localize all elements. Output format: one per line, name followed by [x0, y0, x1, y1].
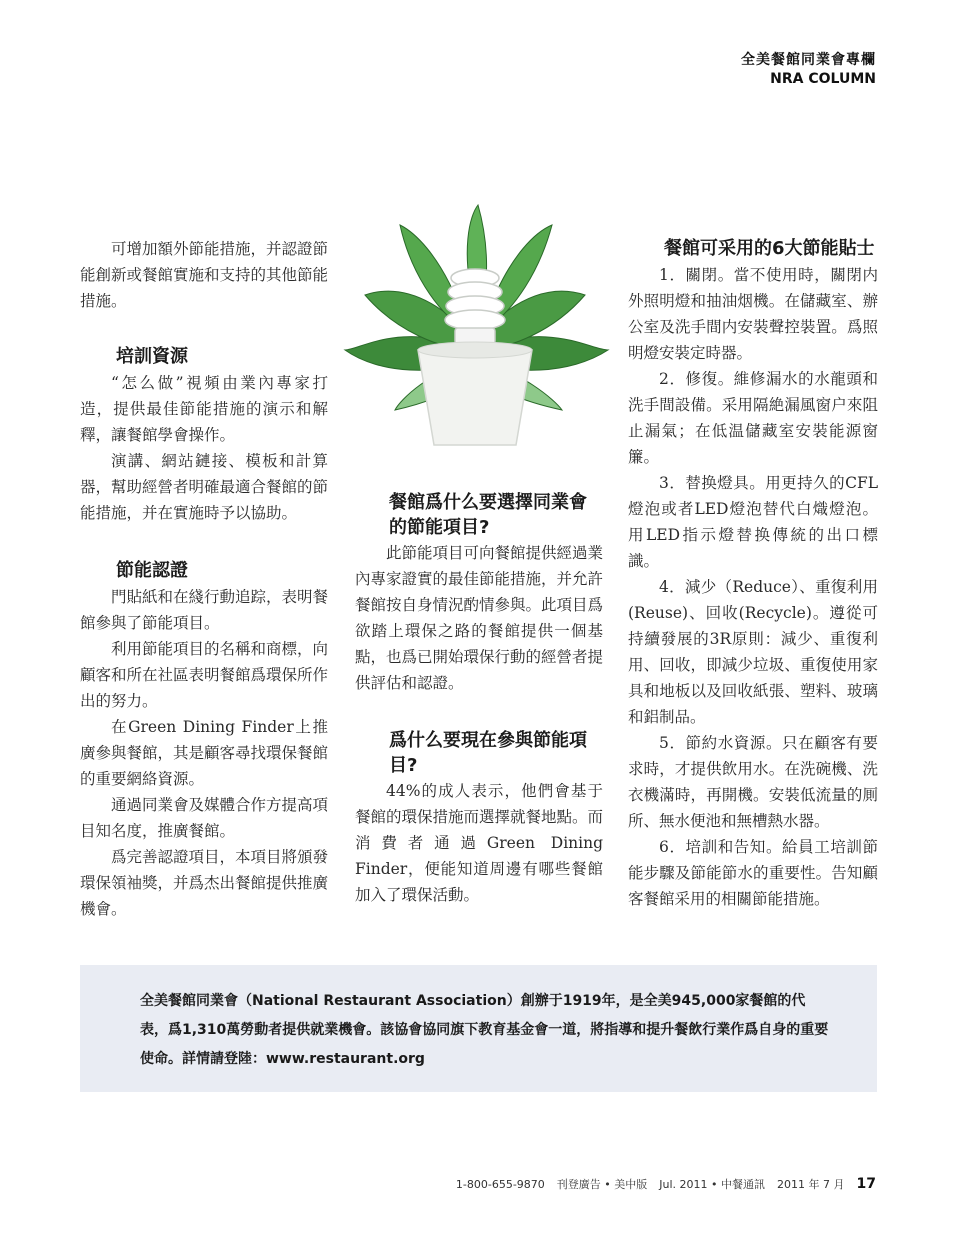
heading-why-choose: 餐館爲什么要選擇同業會的節能項目?: [389, 492, 587, 538]
page-number: 17: [856, 1176, 876, 1192]
column-title-en: NRA COLUMN: [770, 71, 876, 87]
association-info-text: 全美餐館同業會（National Restaurant Association）創辦于1919年，是全美945,000家餐館的代表，爲1,310萬勞動者提供就業機會。該協會協同旗下教育基金會一道，將指導和提升餐飲行業作爲自身的重要使命。詳情請登陸：www.restaurant.org: [140, 993, 829, 1067]
paragraph: 可增加額外節能措施，并認證節能創新或餐館實施和支持的其他節能措施。: [80, 240, 329, 310]
paragraph: 演講、網站鏈接、模板和計算器，幫助經營者明確最適合餐館的節能措施，并在實施時予以協助。: [80, 452, 329, 522]
paragraph: 門貼紙和在綫行動追踪，表明餐館參與了節能項目。: [80, 588, 329, 632]
paragraph: 利用節能項目的名稱和商標，向顧客和所在社區表明餐館爲環保所作出的努力。: [80, 640, 329, 710]
tip-2: 2．修復。維修漏水的水龍頭和洗手間設備。采用隔絶漏風窗户來阻止漏氣；在低温儲藏室安裝能源窗簾。: [628, 370, 878, 466]
issue-date-en: Jul. 2011 • 中餐通訊: [659, 1178, 766, 1191]
paragraph: 44%的成人表示，他們會基于餐館的環保措施而選擇就餐地點。而消費者通過Green Dining Finder，便能知道周邊有哪些餐館加入了環保活動。: [355, 782, 604, 904]
pot: [418, 350, 532, 445]
column-1: [80, 236, 328, 922]
paragraph: “怎么做”視頻由業內專家打造，提供最佳節能措施的演示和解釋，讓餐館學會操作。: [80, 374, 328, 444]
paragraph: 通過同業會及媒體合作方提高項目知名度，推廣餐館。: [80, 796, 329, 840]
heading-training: 培訓資源: [116, 346, 188, 367]
paragraph: 在Green Dining Finder上推廣參與餐館，其是顧客尋找環保餐館的重要網絡資源。: [80, 718, 329, 788]
heading-why-now: 爲什么要現在參與節能項目?: [389, 730, 587, 776]
heading-certification: 節能認證: [116, 560, 188, 581]
association-info-box: [80, 965, 877, 1092]
ad-label: 刊登廣告 • 美中版: [556, 1178, 648, 1191]
issue-date-zh: 2011 年 7 月: [777, 1178, 845, 1191]
paragraph: 此節能項目可向餐館提供經過業內專家證實的最佳節能措施，并允許餐館按自身情況酌情參與。此項目爲欲踏上環保之路的餐館提供一個基點，也爲已開始環保行動的經營者提供評估和認證。: [355, 544, 604, 692]
tip-6: 6．培訓和告知。給員工培訓節能步驟及節能節水的重要性。告知顧客餐館采用的相關節能措施。: [628, 838, 878, 908]
tip-3: 3．替换燈具。用更持久的CFL燈泡或者LED燈泡替代白熾燈泡。用LED指示燈替换傳統的出口標識。: [628, 474, 878, 570]
column-3: [628, 236, 878, 912]
page-footer: [456, 1176, 876, 1192]
tip-4: 4．減少（Reduce）、重復利用(Reuse)、回收(Recycle)。遵從可持續發展的3R原則：減少、重復利用、回收，即減少垃圾、重復使用家具和地板以及回收紙張、塑料、玻璃和鋁制品。: [628, 578, 878, 726]
column-title-zh: 全美餐館同業會專欄: [741, 52, 876, 68]
phone-number: 1-800-655-9870: [455, 1178, 545, 1191]
heading-six-tips: 餐館可采用的6大節能貼士: [664, 238, 875, 259]
cfl-bulb-plant-illustration: [340, 200, 610, 450]
column-2: [355, 490, 603, 908]
tip-5: 5．節約水資源。只在顧客有要求時，才提供飲用水。在洗碗機、洗衣機滿時，再開機。安裝低流量的厠所、無水便池和無槽熱水器。: [628, 734, 878, 830]
column-header: [741, 50, 876, 88]
tip-1: 1．關閉。當不使用時，關閉内外照明燈和抽油烟機。在儲藏室、辦公室及洗手間内安裝聲控裝置。爲照明燈安裝定時器。: [628, 266, 878, 362]
paragraph: 爲完善認證項目，本項目將頒發環保領袖獎，并爲杰出餐館提供推廣機會。: [80, 848, 329, 918]
